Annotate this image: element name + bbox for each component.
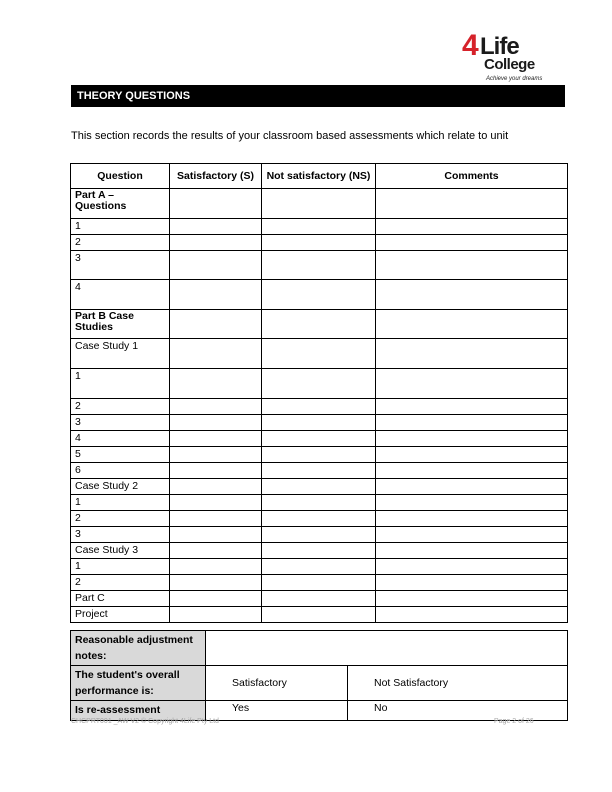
question-label: Case Study 3 — [71, 543, 170, 559]
comments-cell[interactable] — [376, 591, 568, 607]
question-label: 5 — [71, 447, 170, 463]
comments-cell[interactable] — [376, 511, 568, 527]
section-banner: THEORY QUESTIONS — [71, 85, 565, 107]
not-satisfactory-cell[interactable] — [262, 607, 376, 623]
header-not-satisfactory: Not satisfactory (NS) — [262, 164, 376, 189]
satisfactory-cell[interactable] — [170, 431, 262, 447]
comments-cell[interactable] — [376, 543, 568, 559]
satisfactory-cell[interactable] — [170, 463, 262, 479]
question-label: 1 — [71, 495, 170, 511]
footer-page-number: Page 2 of 26 — [494, 718, 534, 725]
college-logo — [462, 30, 544, 86]
question-label: 2 — [71, 235, 170, 251]
yes-option[interactable]: Yes — [206, 701, 348, 721]
question-label: 3 — [71, 527, 170, 543]
not-satisfactory-cell[interactable] — [262, 369, 376, 399]
question-label: 3 — [71, 415, 170, 431]
table-row — [71, 511, 568, 527]
not-satisfactory-cell[interactable] — [262, 559, 376, 575]
not-satisfactory-cell[interactable] — [262, 479, 376, 495]
table-row — [71, 527, 568, 543]
header-satisfactory: Satisfactory (S) — [170, 164, 262, 189]
satisfactory-cell[interactable] — [170, 559, 262, 575]
comments-cell[interactable] — [376, 463, 568, 479]
question-label: 1 — [71, 559, 170, 575]
logo-college: College — [484, 56, 535, 73]
table-row — [71, 431, 568, 447]
comments-cell[interactable] — [376, 219, 568, 235]
satisfactory-cell[interactable] — [170, 339, 262, 369]
comments-cell[interactable] — [376, 310, 568, 339]
satisfactory-cell[interactable] — [170, 399, 262, 415]
comments-cell[interactable] — [376, 527, 568, 543]
not-satisfactory-cell[interactable] — [262, 280, 376, 310]
not-satisfactory-cell[interactable] — [262, 399, 376, 415]
question-label: Project — [71, 607, 170, 623]
comments-cell[interactable] — [376, 447, 568, 463]
comments-cell[interactable] — [376, 415, 568, 431]
question-label: Case Study 2 — [71, 479, 170, 495]
footer-copyright: CHCPRT001 _AW V2 © Copyright 4Life Pty Ltd — [71, 718, 219, 725]
logo-tagline: Achieve your dreams — [486, 76, 543, 82]
table-row — [71, 575, 568, 591]
question-label: 4 — [71, 280, 170, 310]
adjustment-notes-field[interactable] — [206, 631, 568, 666]
satisfactory-cell[interactable] — [170, 310, 262, 339]
comments-cell[interactable] — [376, 189, 568, 219]
question-label: Case Study 1 — [71, 339, 170, 369]
not-satisfactory-cell[interactable] — [262, 189, 376, 219]
table-row — [71, 399, 568, 415]
not-satisfactory-option[interactable]: Not Satisfactory — [348, 666, 568, 701]
comments-cell[interactable] — [376, 479, 568, 495]
question-label: Part B Case Studies — [71, 310, 170, 339]
not-satisfactory-cell[interactable] — [262, 511, 376, 527]
table-row — [71, 369, 568, 399]
table-row — [71, 310, 568, 339]
table-row — [71, 280, 568, 310]
adjustment-notes-label: Reasonable adjustment notes: — [71, 631, 206, 666]
table-row — [71, 447, 568, 463]
satisfactory-cell[interactable] — [170, 511, 262, 527]
satisfactory-cell[interactable] — [170, 415, 262, 431]
satisfactory-cell[interactable] — [170, 219, 262, 235]
logo-four: 4 — [462, 29, 477, 62]
question-label: 1 — [71, 219, 170, 235]
comments-cell[interactable] — [376, 280, 568, 310]
not-satisfactory-cell[interactable] — [262, 431, 376, 447]
comments-cell[interactable] — [376, 431, 568, 447]
not-satisfactory-cell[interactable] — [262, 447, 376, 463]
satisfactory-option[interactable]: Satisfactory — [206, 666, 348, 701]
question-label: 1 — [71, 369, 170, 399]
not-satisfactory-cell[interactable] — [262, 310, 376, 339]
question-label: 2 — [71, 399, 170, 415]
table-row — [71, 415, 568, 431]
table-row — [71, 219, 568, 235]
comments-cell[interactable] — [376, 251, 568, 280]
table-row — [71, 607, 568, 623]
satisfactory-cell[interactable] — [170, 369, 262, 399]
not-satisfactory-cell[interactable] — [262, 219, 376, 235]
satisfactory-cell[interactable] — [170, 447, 262, 463]
question-label: 4 — [71, 431, 170, 447]
header-question: Question — [71, 164, 170, 189]
no-option[interactable]: No — [348, 701, 568, 721]
assessment-summary — [70, 630, 568, 721]
satisfactory-cell[interactable] — [170, 591, 262, 607]
comments-cell[interactable] — [376, 607, 568, 623]
question-label: 6 — [71, 463, 170, 479]
not-satisfactory-cell[interactable] — [262, 527, 376, 543]
satisfactory-cell[interactable] — [170, 280, 262, 310]
satisfactory-cell[interactable] — [170, 479, 262, 495]
table-row — [71, 479, 568, 495]
comments-cell[interactable] — [376, 339, 568, 369]
question-label: Part A – Questions — [71, 189, 170, 219]
satisfactory-cell[interactable] — [170, 251, 262, 280]
table-row — [71, 543, 568, 559]
performance-label: The student's overall performance is: — [71, 666, 206, 701]
question-label: 2 — [71, 575, 170, 591]
results-table — [70, 163, 568, 623]
not-satisfactory-cell[interactable] — [262, 591, 376, 607]
not-satisfactory-cell[interactable] — [262, 495, 376, 511]
table-row — [71, 495, 568, 511]
question-label: 2 — [71, 511, 170, 527]
not-satisfactory-cell[interactable] — [262, 415, 376, 431]
header-comments: Comments — [376, 164, 568, 189]
intro-text: This section records the results of your classroom based assessments which relate to unit — [71, 130, 509, 142]
comments-cell[interactable] — [376, 399, 568, 415]
comments-cell[interactable] — [376, 495, 568, 511]
comments-cell[interactable] — [376, 559, 568, 575]
table-row — [71, 339, 568, 369]
not-satisfactory-cell[interactable] — [262, 575, 376, 591]
table-row — [71, 591, 568, 607]
not-satisfactory-cell[interactable] — [262, 463, 376, 479]
table-row — [71, 251, 568, 280]
not-satisfactory-cell[interactable] — [262, 543, 376, 559]
satisfactory-cell[interactable] — [170, 189, 262, 219]
table-row — [71, 559, 568, 575]
satisfactory-cell[interactable] — [170, 607, 262, 623]
table-row — [71, 235, 568, 251]
satisfactory-cell[interactable] — [170, 495, 262, 511]
comments-cell[interactable] — [376, 369, 568, 399]
question-label: Part C — [71, 591, 170, 607]
satisfactory-cell[interactable] — [170, 527, 262, 543]
not-satisfactory-cell[interactable] — [262, 235, 376, 251]
reassessment-label: Is re-assessment — [71, 701, 206, 721]
comments-cell[interactable] — [376, 235, 568, 251]
not-satisfactory-cell[interactable] — [262, 251, 376, 280]
satisfactory-cell[interactable] — [170, 575, 262, 591]
question-label: 3 — [71, 251, 170, 280]
not-satisfactory-cell[interactable] — [262, 339, 376, 369]
comments-cell[interactable] — [376, 575, 568, 591]
satisfactory-cell[interactable] — [170, 235, 262, 251]
satisfactory-cell[interactable] — [170, 543, 262, 559]
table-row — [71, 463, 568, 479]
logo-life: Life — [480, 33, 519, 60]
table-row — [71, 189, 568, 219]
